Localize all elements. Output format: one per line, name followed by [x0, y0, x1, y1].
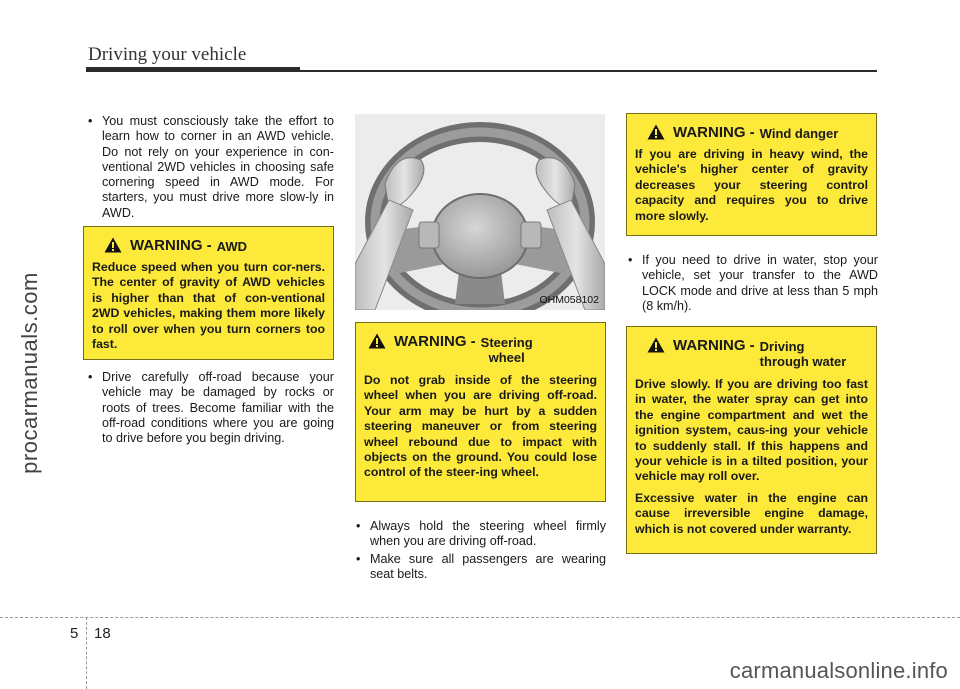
warning-label: WARNING - [394, 333, 476, 350]
footer-divider [86, 617, 87, 689]
warning-body-secondary: Excessive water in the engine can cause irreversible engine damage, which is not covered under warranty. [635, 490, 868, 536]
warning-label: WARNING - [673, 337, 755, 354]
warning-box-water [626, 326, 877, 554]
bullet-drive-in-water: • If you need to drive in water, stop your vehicle, set your transfer to the AWD LOCK mode and drive at less than 5 mph (8 km/h). [628, 253, 878, 314]
warning-triangle-icon [647, 337, 665, 353]
warning-topic: AWD [216, 239, 248, 254]
column-3-text [628, 253, 878, 314]
bullet-awd-cornering: • You must consciously take the effort to learn how to corner in an AWD vehicle. Do not rely on your experience in con-ventional 2WD vehicles in choosing safe cornering speed in AWD mode. For starters, you must drive more slow-ly in AWD. [88, 114, 334, 221]
warning-triangle-icon [647, 124, 665, 140]
warning-topic-line-1: Driving [759, 339, 805, 354]
column-1-text-lower [88, 370, 334, 446]
warning-body: Drive slowly. If you are driving too fast in water, the water spray can get into the engine compartment and wet the ignition system, caus-ing your vehicle to suddenly stall. If this happens and your vehicle is in a tilted position, your vehicle may roll over. [635, 377, 868, 484]
warning-topic-line-1: Steering [480, 335, 533, 350]
header-rule [300, 70, 877, 72]
warning-topic [760, 339, 847, 369]
chapter-number: 5 [70, 625, 79, 642]
steering-wheel-figure [355, 114, 605, 310]
figure-code: OHM058102 [539, 294, 599, 306]
column-1-text [88, 114, 334, 221]
warning-box-wind [626, 113, 877, 236]
warning-box-steering [355, 322, 606, 502]
bullet-hold-wheel: • Always hold the steering wheel firmly when you are driving off-road. [356, 519, 606, 550]
bullet-seat-belts: • Make sure all passengers are wearing seat belts. [356, 552, 606, 583]
column-2-text [356, 519, 606, 582]
warning-label: WARNING - [673, 124, 755, 141]
warning-triangle-icon [368, 333, 386, 349]
watermark-bottom[interactable]: carmanualsonline.info [729, 658, 948, 683]
warning-body: If you are driving in heavy wind, the vehicle's higher center of gravity decreases your steering control capacity and requires you to drive more slowly. [635, 147, 868, 223]
warning-body: Reduce speed when you turn cor-ners. The center of gravity of AWD vehicles is higher than that of con-ventional 2WD vehicles, making them more likely to roll over when you turn corners too fast. [92, 260, 325, 352]
warning-box-awd [83, 226, 334, 360]
footer-rule [0, 617, 960, 618]
warning-topic-line-2: wheel [488, 350, 525, 365]
warning-topic-line-2: through water [759, 354, 847, 369]
warning-triangle-icon [104, 237, 122, 253]
warning-body: Do not grab inside of the steering wheel when you are driving off-road. Your arm may be hurt by a sudden steering maneuver or from steering wheel rebound due to impact with objects on the ground. You could lose control of the steer-ing wheel. [364, 373, 597, 480]
page-number: 18 [94, 625, 111, 642]
warning-label: WARNING - [130, 237, 212, 254]
bullet-offroad: • Drive carefully off-road because your vehicle may be damaged by rocks or roots of trees. Become familiar with the off-road conditions where you are going to drive before you begin driving. [88, 370, 334, 446]
steering-wheel-illustration [355, 114, 605, 310]
header-bar [86, 67, 300, 72]
watermark-left[interactable]: procarmanuals.com [17, 272, 42, 474]
warning-topic [481, 335, 533, 365]
page-header-title: Driving your vehicle [88, 44, 247, 65]
warning-topic: Wind danger [759, 126, 839, 141]
